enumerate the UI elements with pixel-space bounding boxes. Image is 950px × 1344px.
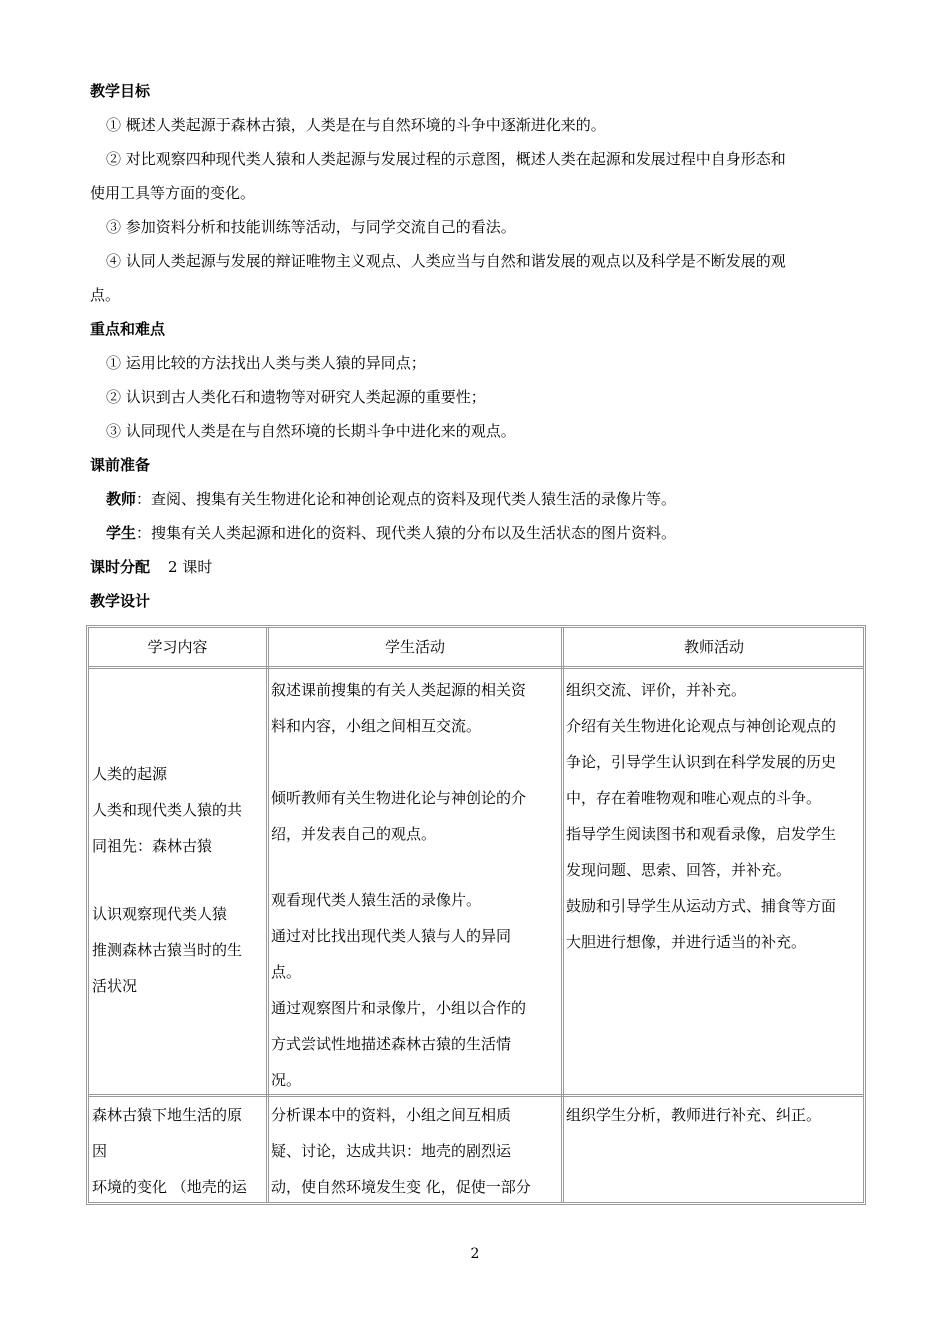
student-label: 学生 bbox=[106, 524, 137, 542]
column-divider bbox=[266, 628, 269, 1202]
goals-heading: 教学目标 bbox=[90, 82, 151, 100]
cell-line: 人类和现代类人猿的共 bbox=[92, 801, 243, 819]
header-content: 学习内容 bbox=[147, 638, 208, 656]
cell-line: 通过对比找出现代类人猿与人的异同 bbox=[271, 927, 512, 945]
cell-line: 倾听教师有关生物进化论与神创论的介 bbox=[271, 789, 527, 807]
goal-item: 使用工具等方面的变化。 bbox=[90, 184, 256, 202]
cell-line: 方式尝试性地描述森林古猿的生活情 bbox=[271, 1035, 512, 1053]
row1-student bbox=[271, 672, 559, 1098]
goal-item: ① 概述人类起源于森林古猿，人类是在与自然环境的斗争中逐渐进化来的。 bbox=[106, 116, 606, 134]
cell-line: 绍，并发表自己的观点。 bbox=[271, 825, 437, 843]
cell-line: 争论，引导学生认识到在科学发展的历史 bbox=[566, 753, 837, 771]
cell-line: 因 bbox=[92, 1142, 108, 1160]
teacher-text: ：查阅、搜集有关生物进化论和神创论观点的资料及现代类人猿生活的录像片等。 bbox=[136, 490, 677, 508]
cell-line bbox=[271, 744, 559, 780]
cell-line: 叙述课前搜集的有关人类起源的相关资 bbox=[271, 681, 527, 699]
keypoint-item: ③ 认同现代人类是在与自然环境的长期斗争中进化来的观点。 bbox=[106, 422, 516, 440]
goal-item: ④ 认同人类起源与发展的辩证唯物主义观点、人类应当与自然和谐发展的观点以及科学是不断发展的观 bbox=[106, 252, 786, 270]
cell-line bbox=[271, 852, 559, 882]
header-student: 学生活动 bbox=[384, 638, 445, 656]
schedule-line bbox=[90, 550, 870, 584]
cell-line: 况。 bbox=[271, 1071, 302, 1089]
schedule-value: 2 课时 bbox=[168, 558, 213, 576]
keypoints-heading: 重点和难点 bbox=[90, 320, 166, 338]
cell-line: 观看现代类人猿生活的录像片。 bbox=[271, 891, 482, 909]
cell-line: 活状况 bbox=[92, 977, 138, 995]
header-teacher: 教师活动 bbox=[683, 638, 744, 656]
keypoint-item: ② 认识到古人类化石和遗物等对研究人类起源的重要性； bbox=[106, 388, 486, 406]
student-text: ：搜集有关人类起源和进化的资料、现代类人猿的分布以及生活状态的图片资料。 bbox=[136, 524, 677, 542]
prep-heading: 课前准备 bbox=[90, 456, 151, 474]
page-number: 2 bbox=[470, 1246, 480, 1262]
row-divider bbox=[89, 666, 863, 669]
cell-line: 森林古猿下地生活的原 bbox=[92, 1106, 243, 1124]
cell-line: 点。 bbox=[271, 963, 302, 981]
cell-line: 介绍有关生物进化论观点与神创论观点的 bbox=[566, 717, 837, 735]
row2-content bbox=[92, 1097, 264, 1205]
cell-line: 鼓励和引导学生从运动方式、捕食等方面 bbox=[566, 897, 837, 915]
cell-line: 分析课本中的资料，小组之间互相质 bbox=[271, 1106, 512, 1124]
cell-line: 认识观察现代类人猿 bbox=[92, 905, 228, 923]
teacher-label: 教师 bbox=[106, 490, 137, 508]
design-table bbox=[86, 625, 866, 1205]
cell-line bbox=[92, 864, 264, 896]
column-divider bbox=[561, 628, 564, 1202]
cell-line: 通过观察图片和录像片，小组以合作的 bbox=[271, 999, 527, 1017]
cell-line: 组织学生分析，教师进行补充、纠正。 bbox=[566, 1106, 822, 1124]
row1-content bbox=[92, 756, 264, 1004]
cell-line: 动，使自然环境发生变 化，促使一部分 bbox=[271, 1178, 531, 1196]
cell-line: 组织交流、评价，并补充。 bbox=[566, 681, 747, 699]
cell-line: 疑、讨论，达成共识：地壳的剧烈运 bbox=[271, 1142, 512, 1160]
row2-student bbox=[271, 1097, 559, 1205]
design-heading: 教学设计 bbox=[90, 592, 151, 610]
goal-item: ② 对比观察四种现代类人猿和人类起源与发展过程的示意图，概述人类在起源和发展过程中自身形态和 bbox=[106, 150, 786, 168]
cell-line: 指导学生阅读图书和观看录像，启发学生 bbox=[566, 825, 837, 843]
keypoint-item: ① 运用比较的方法找出人类与类人猿的异同点； bbox=[106, 354, 426, 372]
cell-line: 料和内容，小组之间相互交流。 bbox=[271, 717, 482, 735]
cell-line: 推测森林古猿当时的生 bbox=[92, 941, 243, 959]
goal-item: 点。 bbox=[90, 286, 121, 304]
cell-line: 环境的变化 （地壳的运 bbox=[92, 1178, 247, 1196]
schedule-heading: 课时分配 bbox=[90, 558, 151, 576]
lesson-plan-text bbox=[90, 74, 870, 618]
cell-line: 发现问题、思索、回答，并补充。 bbox=[566, 861, 792, 879]
cell-line: 中，存在着唯物观和唯心观点的斗争。 bbox=[566, 789, 822, 807]
row2-teacher bbox=[566, 1097, 864, 1133]
row1-teacher bbox=[566, 672, 864, 960]
cell-line: 人类的起源 bbox=[92, 765, 168, 783]
cell-line: 大胆进行想像，并进行适当的补充。 bbox=[566, 933, 807, 951]
cell-line: 同祖先：森林古猿 bbox=[92, 837, 213, 855]
goal-item: ③ 参加资料分析和技能训练等活动，与同学交流自己的看法。 bbox=[106, 218, 516, 236]
prep-teacher bbox=[90, 482, 870, 516]
prep-student bbox=[90, 516, 870, 550]
